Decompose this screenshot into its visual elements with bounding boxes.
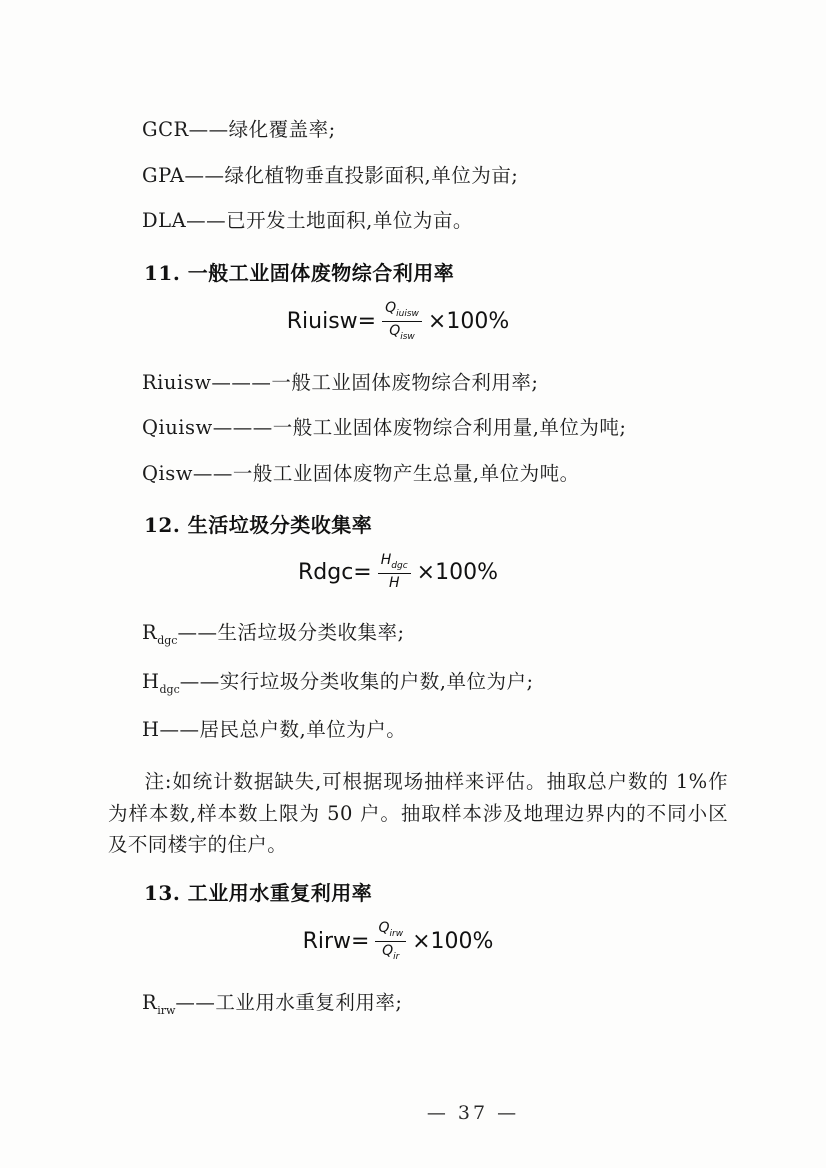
definition-gpa: GPA——绿化植物垂直投影面积,单位为亩; xyxy=(142,163,519,187)
formula-11-denominator-sub: isw xyxy=(400,331,415,342)
definition-hdgc-subscript: dgc xyxy=(159,682,180,696)
formula-11-rhs: ×100% xyxy=(427,308,510,334)
definition-rirw xyxy=(108,990,728,1017)
definition-rdgc-subscript: dgc xyxy=(157,633,178,647)
section-heading-11: 11. 一般工业固体废物综合利用率 xyxy=(144,260,455,285)
formula-11-fraction xyxy=(382,300,422,343)
formula-13-denominator-sub: ir xyxy=(393,951,400,962)
formula-13-lhs: Rirw= xyxy=(302,928,370,954)
section-heading-13: 13. 工业用水重复利用率 xyxy=(144,880,373,905)
formula-12-denominator: H xyxy=(388,575,400,592)
definition-rirw-text: ——工业用水重复利用率; xyxy=(175,990,403,1014)
definition-hdgc xyxy=(108,669,728,696)
definition-riuisw: Riuisw———一般工业固体废物综合利用率; xyxy=(142,370,539,394)
formula-11-denominator: Q xyxy=(389,322,401,339)
section-heading-12: 12. 生活垃圾分类收集率 xyxy=(144,513,373,538)
definition-dla: DLA——已开发土地面积,单位为亩。 xyxy=(142,209,473,232)
definition-hdgc-text: ——实行垃圾分类收集的户数,单位为户; xyxy=(179,669,534,693)
formula-12 xyxy=(108,552,728,593)
formula-13-numerator-sub: irw xyxy=(389,928,404,939)
formula-11-lhs: Riuisw= xyxy=(286,308,377,334)
definition-hdgc-symbol: H xyxy=(142,669,160,693)
note-text: 注:如统计数据缺失,可根据现场抽样来评估。抽取总户数的 1%作为样本数,样本数上限为 50 户。抽取样本涉及地理边界内的不同小区及不同楼宇的住户。 xyxy=(108,769,728,857)
formula-13 xyxy=(108,920,728,963)
document-body xyxy=(108,120,728,1042)
formula-12-numerator: H xyxy=(380,552,392,569)
formula-11-numerator: Q xyxy=(385,299,397,316)
formula-13-numerator: Q xyxy=(378,919,390,936)
formula-12-fraction xyxy=(378,552,411,593)
formula-12-numerator-sub: dgc xyxy=(391,560,408,571)
note-paragraph xyxy=(108,766,728,861)
formula-12-rhs: ×100% xyxy=(416,559,498,585)
definition-h: H——居民总户数,单位为户。 xyxy=(142,718,407,742)
definition-rirw-subscript: irw xyxy=(157,1003,176,1017)
formula-13-fraction xyxy=(375,920,406,963)
formula-11 xyxy=(108,300,728,343)
formula-12-lhs: Rdgc= xyxy=(298,559,372,585)
definition-rdgc-symbol: R xyxy=(142,620,158,644)
definition-rdgc xyxy=(108,620,728,647)
definition-qiuisw: Qiuisw———一般工业固体废物综合利用量,单位为吨; xyxy=(142,416,627,440)
definition-gcr: GCR——绿化覆盖率; xyxy=(142,118,336,141)
formula-11-numerator-sub: iuisw xyxy=(396,308,419,319)
formula-13-denominator: Q xyxy=(382,942,394,959)
definition-rdgc-text: ——生活垃圾分类收集率; xyxy=(177,620,405,644)
definition-rirw-symbol: R xyxy=(142,990,158,1014)
definition-qisw: Qisw——一般工业固体废物产生总量,单位为吨。 xyxy=(142,461,580,485)
page-number: — 37 — xyxy=(426,1102,520,1124)
formula-13-rhs: ×100% xyxy=(412,928,494,954)
